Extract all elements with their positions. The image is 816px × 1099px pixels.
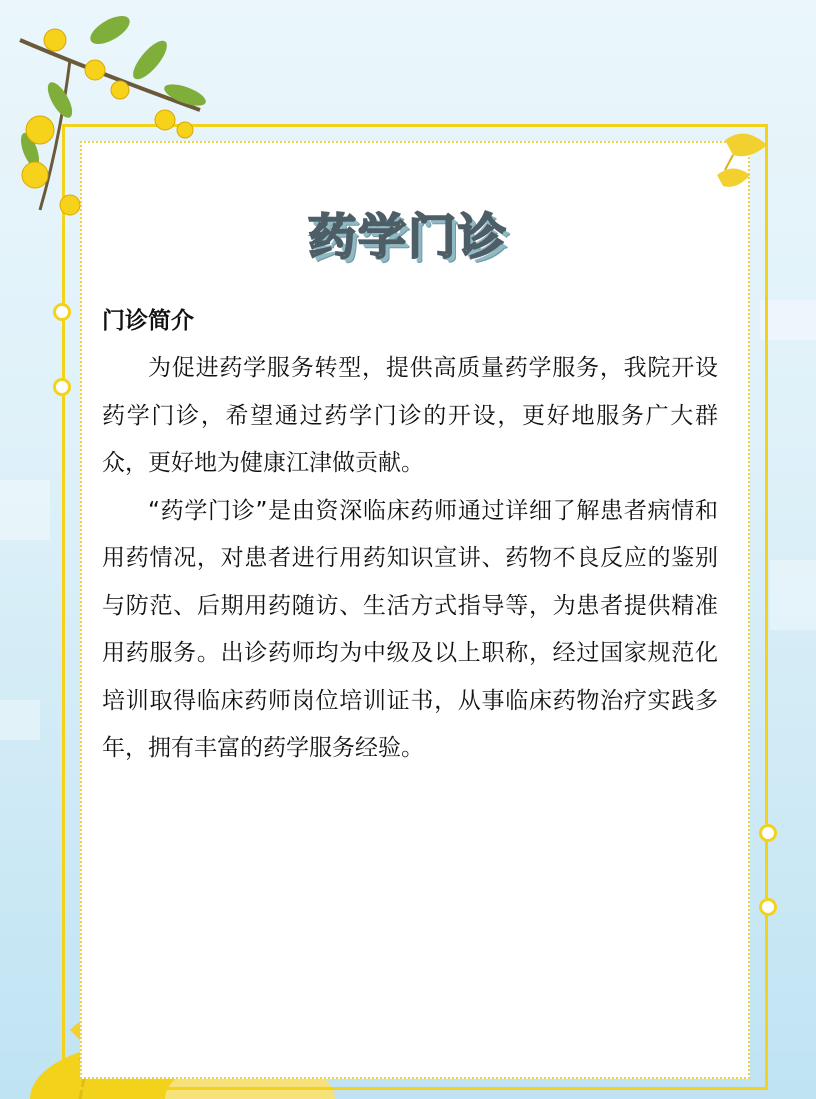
frame-ring-ornament — [53, 303, 71, 321]
frame-ring-ornament — [759, 824, 777, 842]
ginkgo-leaf-icon — [705, 120, 775, 200]
section-heading: 门诊简介 — [102, 308, 194, 334]
flower-branch-icon — [0, 0, 230, 230]
frame-ring-ornament — [759, 898, 777, 916]
page-title: 药学门诊 — [307, 209, 508, 265]
frame-ring-ornament — [53, 378, 71, 396]
paragraph: “药学门诊”是由资深临床药师通过详细了解患者病情和用药情况，对患者进行用药知识宣讲、药物不良反应的鉴别与防范、后期用药随访、生活方式指导等，为患者提供精准用药服务。出诊药师均为中级及以上职称，经过国家规范化培训取得临床药师岗位培训证书，从事临床药物治疗实践多年，拥有丰富的药学服务经验。 — [102, 497, 718, 761]
paragraph: 为促进药学服务转型，提供高质量药学服务，我院开设药学门诊，希望通过药学门诊的开设，更好地服务广大群众，更好地为健康江津做贡献。 — [102, 355, 718, 476]
body-text — [102, 345, 718, 773]
